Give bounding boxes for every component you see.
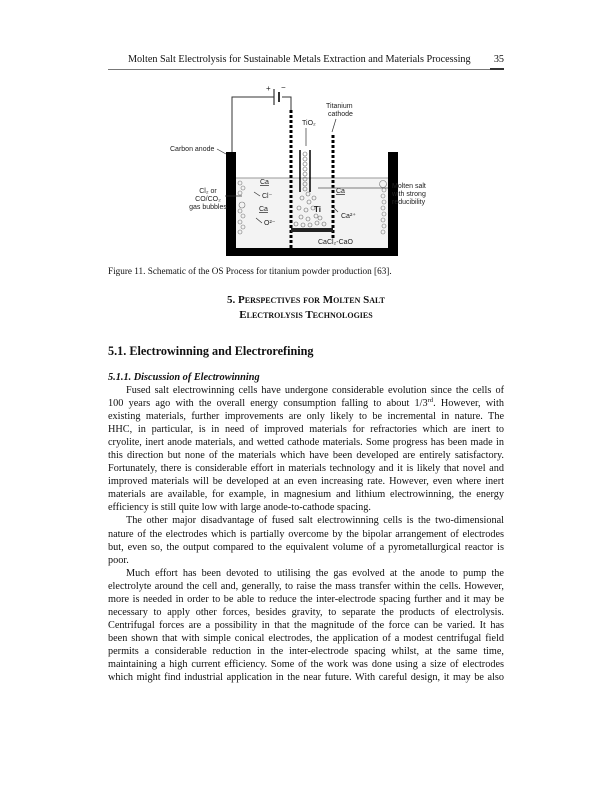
label-ca-mid-left: Ca (259, 206, 268, 213)
os-process-diagram (170, 80, 440, 260)
label-ca-top-left: Ca (260, 179, 269, 186)
text-line: The other major disadvantage of fused salt electrowinning cells is the two-dimensional (126, 515, 504, 527)
label-molten-salt-2: with strong (392, 191, 426, 198)
anode-wire (232, 97, 274, 152)
text-line: improved materials will be developed at an even increasing rate. However, even where inert (108, 476, 504, 488)
superscript: rd (427, 397, 434, 405)
text-line: existing materials, further improvements are only likely to be incremental in nature. The (108, 411, 504, 423)
text-line: cryolite, inert anode materials, and wetted cathode materials. Some progress has been made in (108, 437, 504, 449)
text-line: efficiency is still quite low with large anode-to-cathode spacing. (108, 502, 371, 514)
carbon-anode-leader (217, 149, 226, 154)
label-electrolyte: CaCl₂-CaO (318, 239, 353, 246)
section-number: 5. (227, 294, 239, 306)
text-line: electrolyte around the cell and, generally, to raise the mass transfer within the cells. However, (108, 580, 504, 592)
figure-os-process-schematic (170, 80, 440, 260)
label-tio2: TiO₂ (302, 120, 316, 127)
label-carbon-anode: Carbon anode (170, 146, 215, 153)
cathode-wire (282, 97, 291, 110)
molten-salt-bath (236, 178, 388, 248)
text-line: permits a considerable reduction in the inter-electrode spacing whilst, at the same time, (108, 645, 504, 657)
cathode-basket-bottom (291, 228, 333, 232)
label-o-ion: O²⁻ (264, 220, 276, 227)
label-titanium-cathode-2: cathode (328, 111, 353, 118)
text-line: Fortunately, there is considerable effort in materials technology and it is likely that novel and (108, 463, 504, 475)
label-ca-right: Ca (336, 188, 345, 195)
text-line: HHC, in particular, is in need of improved materials for refractories which are inert to (108, 424, 504, 436)
text-line: this direction but none of the materials which have been developed are entirely satisfactory. (108, 450, 504, 462)
label-gas-line1: Cl₂ or (199, 188, 217, 195)
label-cl-ion: Cl⁻ (262, 193, 273, 200)
text-line: materials are available, for example, in magnesium and lithium electrowinning, the energy (108, 489, 504, 501)
text-line: nature of the electrodes which is partially overcome by the bipolar arrangement of electrodes (108, 528, 504, 540)
label-gas-line2: CO/CO₂ (195, 196, 221, 203)
header-rule (108, 69, 504, 70)
text-line (108, 397, 504, 410)
figure-caption: Figure 11. Schematic of the OS Process for titanium powder production [63]. (108, 266, 392, 276)
crucible-bottom (226, 248, 398, 256)
text-line: necessary to apply other forces, besides gravity, to separate the products of electrolysis. (108, 606, 504, 618)
page-number: 35 (493, 54, 504, 65)
text-line: but, even so, the output compared to the equivalent volume of a pyrometallurgical reactor is (108, 541, 504, 553)
section-title-line1: Perspectives for Molten Salt (238, 294, 385, 306)
label-titanium-cathode-1: Titanium (326, 103, 353, 110)
text-line: been shown that with simple conical electrodes, the application of a modest centrifugal field (108, 632, 504, 644)
text-line: more is needed in order to be able to reduce the inter-electrode spacing further and it may be (108, 593, 504, 605)
text-line: Much effort has been devoted to utilising the gas evolved at the anode to pump the (126, 567, 504, 579)
titanium-cathode-leader (332, 119, 336, 132)
text-line: maintaining a high current efficiency. Some of the work was done using a size of electrodes (108, 658, 504, 670)
body-text (108, 384, 504, 684)
battery-plus-label: + (266, 84, 271, 93)
section-heading (108, 293, 504, 323)
label-molten-salt-3: reducibility (392, 199, 426, 206)
label-gas-line3: gas bubbles (189, 204, 227, 211)
text-line: which might find industrial application in the near future. With careful design, it may be also (108, 672, 504, 684)
text-line: poor. (108, 554, 129, 566)
header-rule-accent (490, 68, 504, 70)
battery-minus-label: − (281, 83, 286, 92)
text-line: Centrifugal forces are a possibility in that the magnitude of the force can be varied. It has (108, 619, 504, 631)
running-title: Molten Salt Electrolysis for Sustainable Metals Extraction and Materials Processing (128, 54, 471, 65)
subsubsection-heading: 5.1.1. Discussion of Electrowinning (108, 372, 260, 383)
text-line: Fused salt electrowinning cells have undergone considerable evolution since the cells of (126, 385, 504, 396)
section-title-line2: Electrolysis Technologies (239, 309, 373, 321)
subsection-heading: 5.1. Electrowinning and Electrorefining (108, 344, 314, 358)
text-fragment: . However, with (433, 398, 504, 410)
label-ti: Ti (314, 205, 321, 214)
text-fragment: 100 years ago with the overall energy consumption falling to about 1/3 (108, 398, 428, 410)
crucible-left-wall (226, 152, 236, 256)
label-molten-salt-1: Molten salt (392, 183, 426, 190)
label-ca-ion: Ca²⁺ (341, 213, 356, 220)
running-header (108, 54, 504, 65)
